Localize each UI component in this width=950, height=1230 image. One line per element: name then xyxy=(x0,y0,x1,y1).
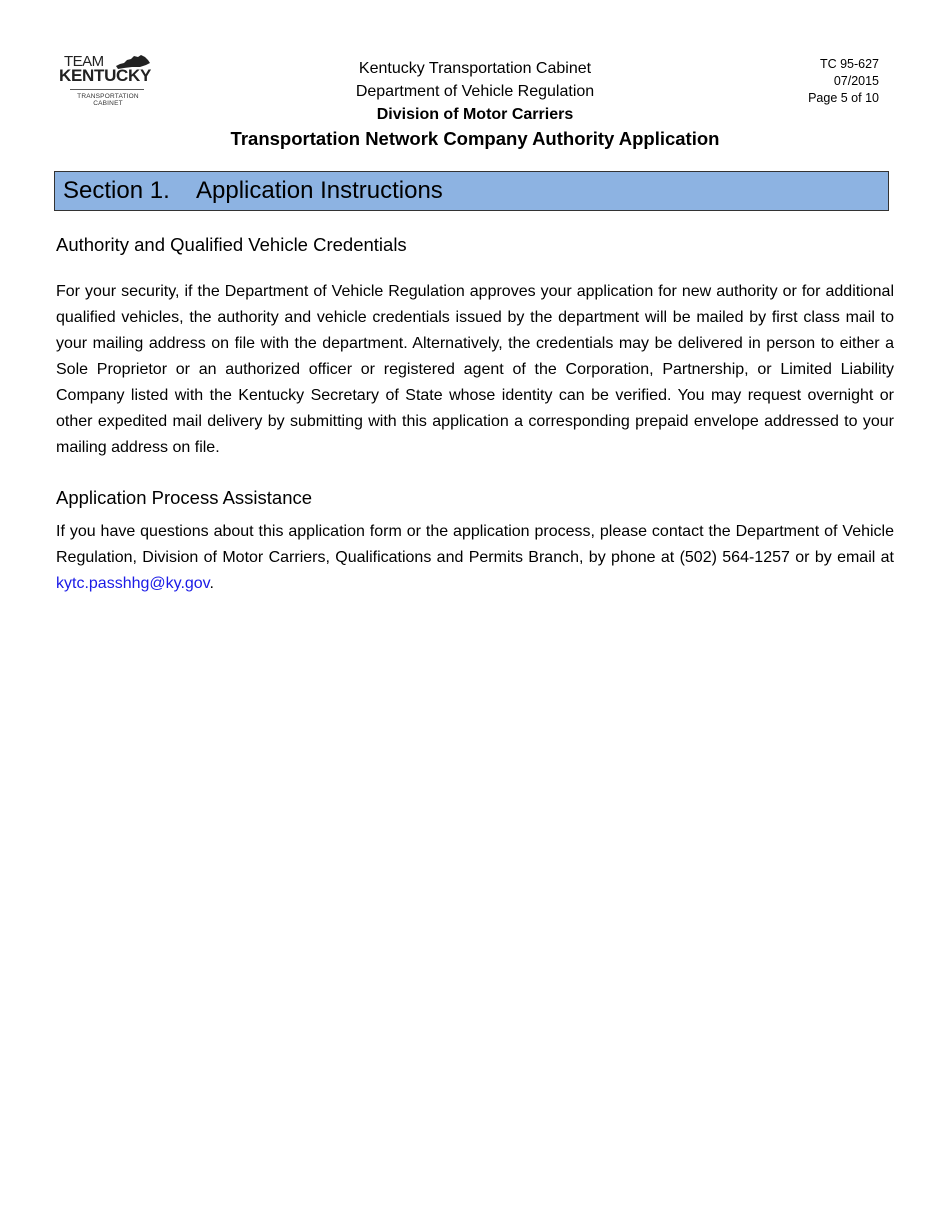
logo-divider xyxy=(70,89,144,90)
logo-team-text: TEAM xyxy=(64,53,104,70)
header-agency: Kentucky Transportation Cabinet xyxy=(358,60,592,77)
section-number: Section 1. xyxy=(63,177,170,204)
logo-sub-line-1: TRANSPORTATION xyxy=(77,93,139,100)
authority-heading: Authority and Qualified Vehicle Credentials xyxy=(56,234,407,255)
form-number: TC 95-627 xyxy=(819,57,879,71)
section-title: Application Instructions xyxy=(196,177,443,204)
header-division: Division of Motor Carriers xyxy=(376,106,574,123)
assistance-text: If you have questions about this application form or the application process, please contact the Department of Vehicle Regulation, Division of Motor Carriers, Qualifications and Permits Branch, by phone at (502) 564-1257 or by email at xyxy=(56,523,894,566)
document-header xyxy=(180,57,770,151)
section-header xyxy=(54,171,889,211)
form-date: 07/2015 xyxy=(833,74,879,88)
header-department: Department of Vehicle Regulation xyxy=(355,83,595,100)
assistance-paragraph xyxy=(56,519,894,597)
authority-paragraph: For your security, if the Department of Vehicle Regulation approves your application for new authority or for additional qualified vehicles, the authority and vehicle credentials issued by the department will be mailed by first class mail to your mailing address on file with the department. Alternatively, the credentials may be delivered in person to either a Sole Proprietor or an authorized officer or registered agent of the Corporation, Partnership, or Limited Liability Company listed with the Kentucky Secretary of State whose identity can be verified. You may request overnight or other expedited mail delivery by submitting with this application a corresponding prepaid envelope addressed to your mailing address on file. xyxy=(56,283,894,456)
form-meta xyxy=(808,56,879,107)
document-title: Transportation Network Company Authority Application xyxy=(230,128,720,149)
contact-email-link[interactable]: kytc.passhhg@ky.gov xyxy=(56,575,210,592)
assistance-end: . xyxy=(209,575,214,592)
logo-sub-line-2: CABINET xyxy=(93,100,123,107)
page-number: Page 5 of 10 xyxy=(808,91,879,105)
assistance-heading: Application Process Assistance xyxy=(56,487,313,508)
logo-state-text: KENTUCKY xyxy=(59,66,152,85)
team-kentucky-logo xyxy=(58,54,162,110)
